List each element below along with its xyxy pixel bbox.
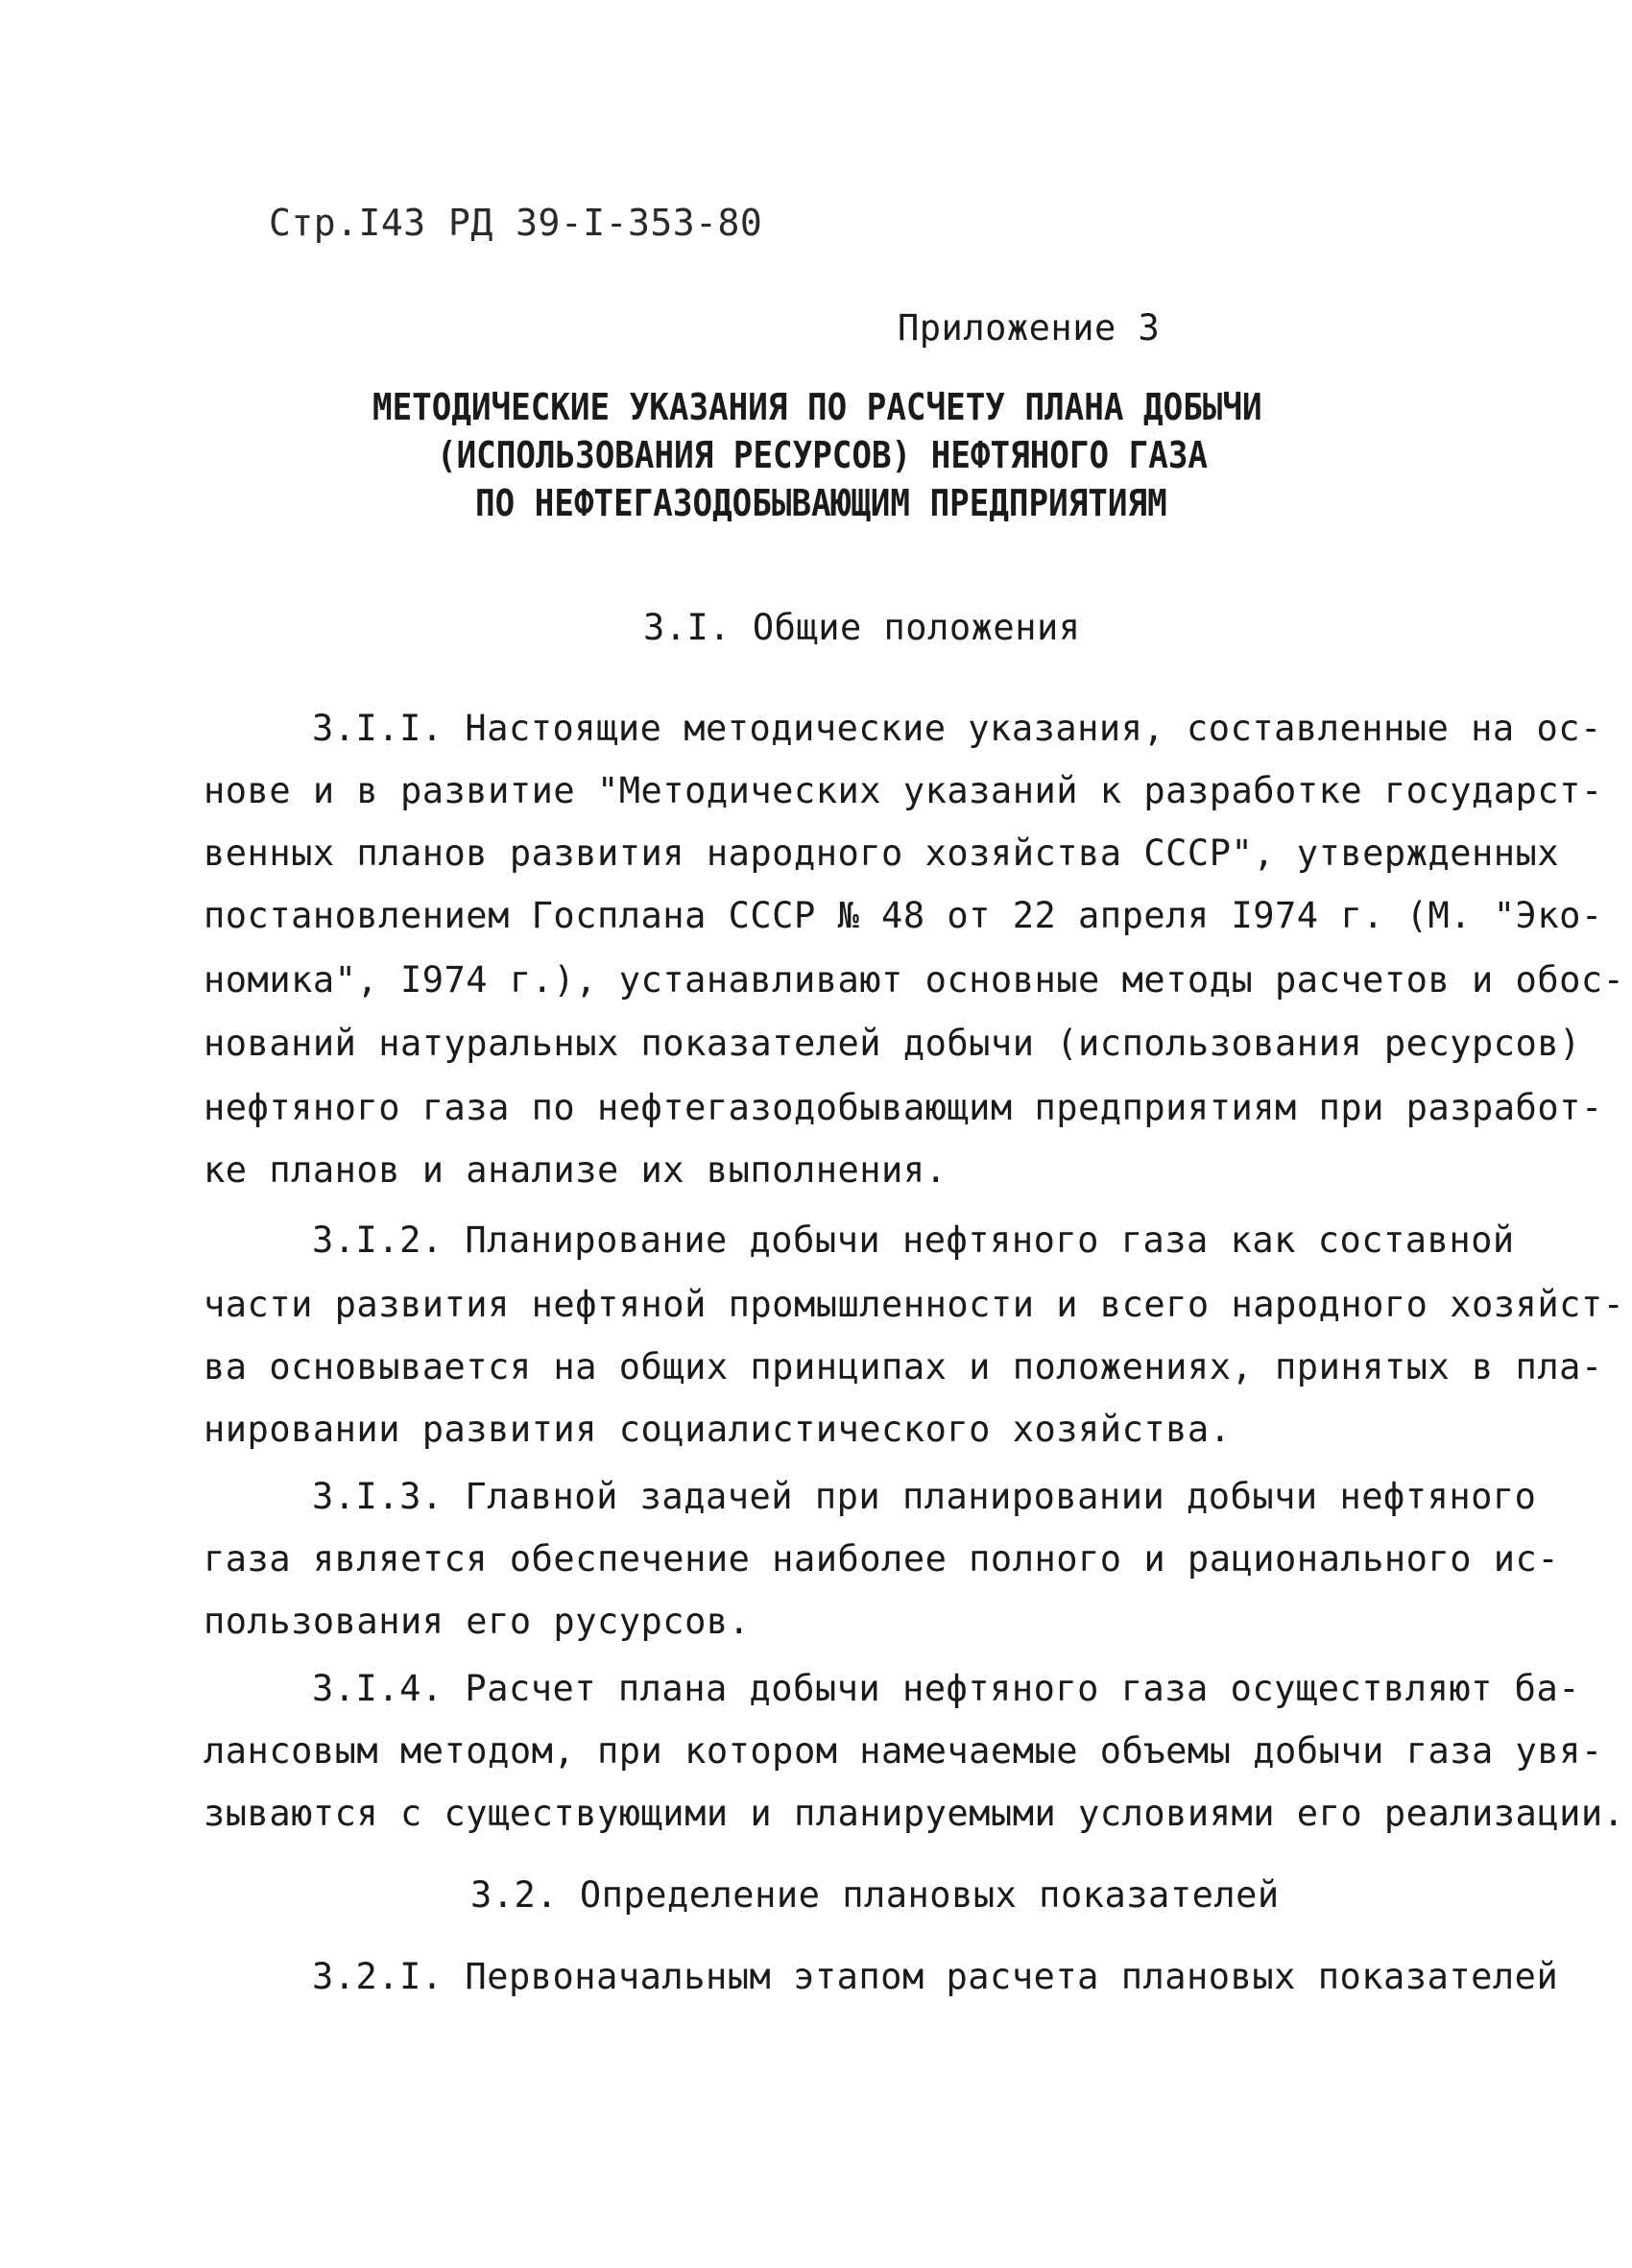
paragraph-line: нований натуральных показателей добычи (использования ресурсов)	[204, 1023, 1581, 1064]
title-line-1: МЕТОДИЧЕСКИЕ УКАЗАНИЯ ПО РАСЧЕТУ ПЛАНА ДОБЫЧИ	[372, 386, 1262, 428]
paragraph-line: венных планов развития народного хозяйства СССР", утвержденных	[204, 832, 1560, 874]
section-heading-3-2: 3.2. Определение плановых показателей	[470, 1874, 1280, 1916]
paragraph-line: ке планов и анализе их выполнения.	[204, 1149, 948, 1191]
paragraph-line: нировании развития социалистического хозяйства.	[204, 1409, 1232, 1450]
paragraph-line: лансовым методом, при котором намечаемые объемы добычи газа увя-	[204, 1730, 1603, 1772]
section-heading-3-1: 3.I. Общие положения	[643, 607, 1081, 648]
paragraph-line: 3.I.2. Планирование добычи нефтяного газа как составной	[312, 1219, 1515, 1261]
paragraph-line: 3.I.4. Расчет плана добычи нефтяного газа осуществляют ба-	[312, 1668, 1581, 1709]
paragraph-line: части развития нефтяной промышленности и всего народного хозяйст-	[204, 1284, 1625, 1325]
paragraph-line: пользования его русурсов.	[204, 1601, 751, 1642]
page-code: Стр.I43 РД 39-I-353-80	[269, 202, 763, 244]
appendix-label: Приложение 3	[898, 307, 1161, 349]
title-line-3: ПО НЕФТЕГАЗОДОБЫВАЮЩИМ ПРЕДПРИЯТИЯМ	[475, 482, 1167, 524]
paragraph-line: 3.I.3. Главной задачей при планировании добычи нефтяного	[312, 1476, 1537, 1517]
paragraph-line: постановлением Госплана СССР № 48 от 22 апреля I974 г. (М. "Эко-	[204, 895, 1603, 936]
paragraph-line: 3.2.I. Первоначальным этапом расчета плановых показателей	[312, 1956, 1559, 1997]
paragraph-line: нове и в развитие "Методических указаний к разработке государст-	[204, 770, 1603, 811]
paragraph-line: зываются с существующими и планируемыми условиями его реализации.	[204, 1793, 1625, 1834]
paragraph-line: ва основывается на общих принципах и положениях, принятых в пла-	[204, 1346, 1603, 1387]
title-line-2: (ИСПОЛЬЗОВАНИЯ РЕСУРСОВ) НЕФТЯНОГО ГАЗА	[437, 434, 1209, 476]
paragraph-line: 3.I.I. Настоящие методические указания, составленные на ос-	[312, 708, 1602, 749]
paragraph-line: газа является обеспечение наиболее полного и рационального ис-	[204, 1538, 1560, 1580]
paragraph-line: нефтяного газа по нефтегазодобывающим предприятиям при разработ-	[204, 1087, 1603, 1128]
paragraph-line: номика", I974 г.), устанавливают основные методы расчетов и обос-	[204, 959, 1625, 1001]
